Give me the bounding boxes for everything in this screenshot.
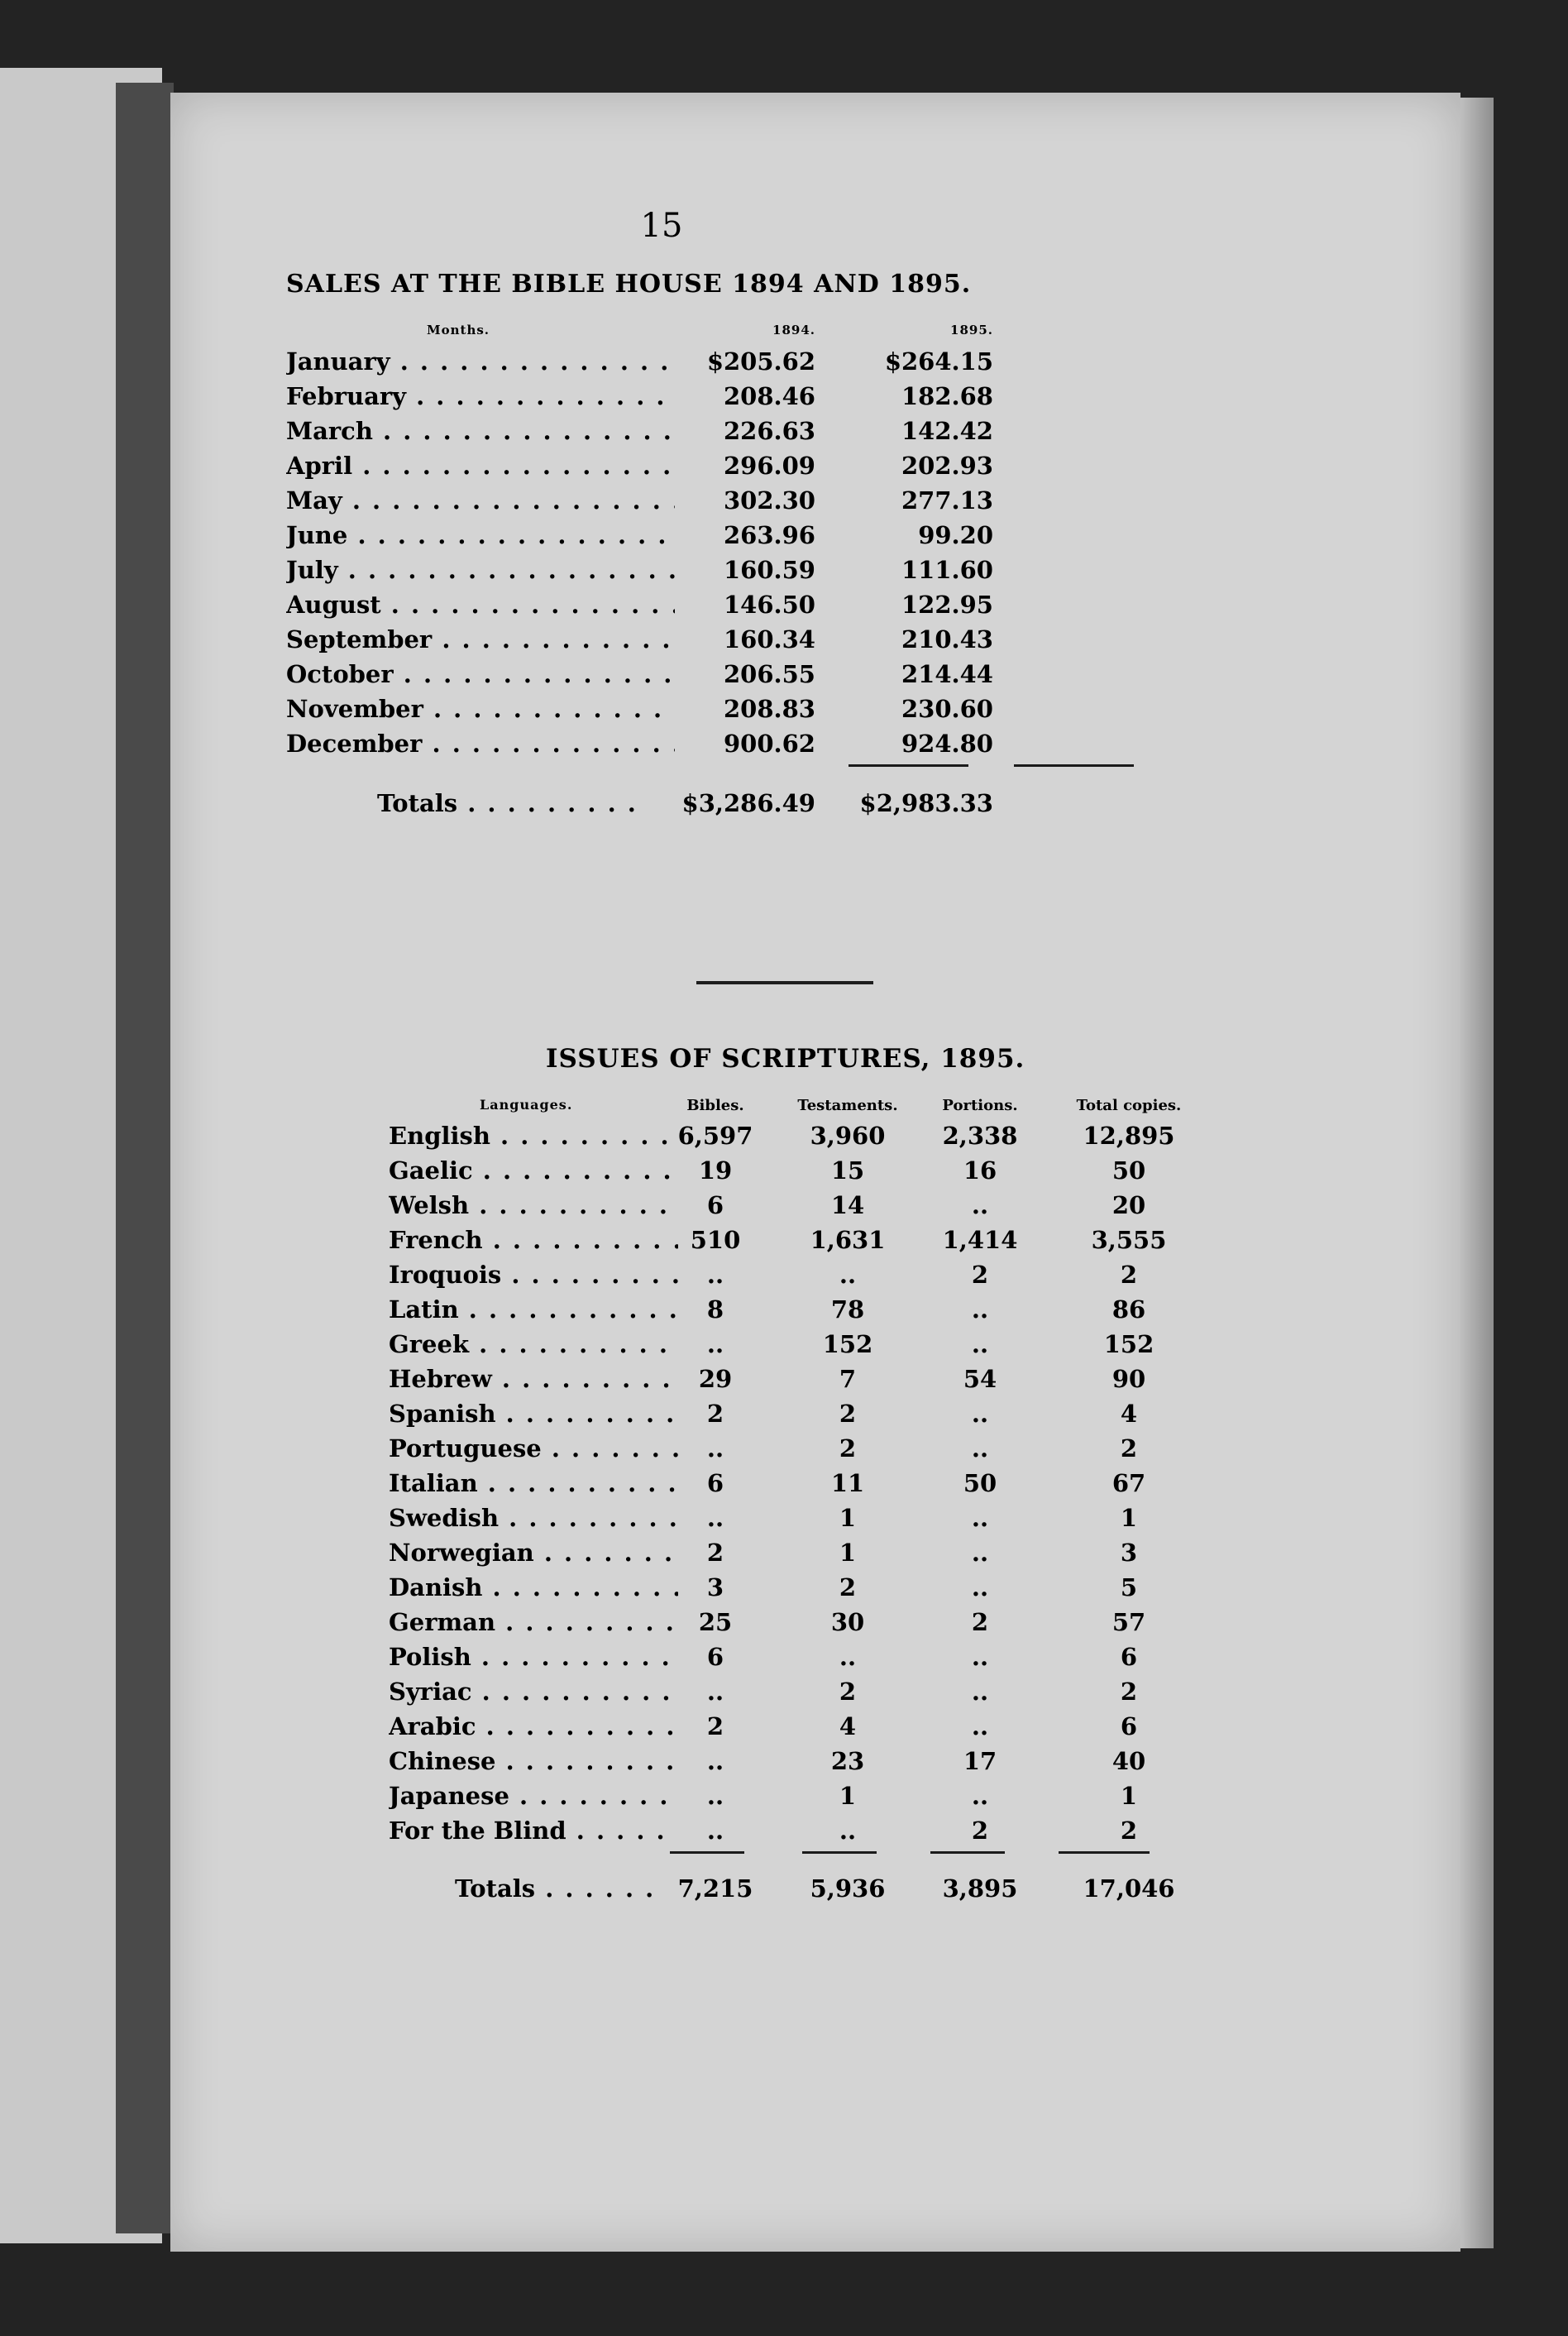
issues-total-copies: 20	[1111, 1191, 1146, 1219]
issues-rule-bibles	[670, 1851, 744, 1854]
sales-value-1894: 160.34	[724, 625, 815, 653]
issues-language: Arabic . . .	[389, 1712, 678, 1740]
sales-value-1894: 263.96	[724, 521, 815, 549]
issues-testaments: 11	[830, 1469, 865, 1497]
issues-language: Japanese . . .	[389, 1782, 678, 1810]
issues-bibles: ..	[706, 1782, 724, 1810]
issues-portions: ..	[971, 1539, 989, 1567]
sales-row	[286, 382, 1113, 417]
issues-portions: ..	[971, 1434, 989, 1462]
sales-totals-row	[286, 789, 1113, 824]
issues-row	[389, 1261, 1216, 1295]
issues-total-copies: 90	[1111, 1365, 1146, 1393]
sales-value-1895: 111.60	[901, 556, 993, 584]
issues-row	[389, 1226, 1216, 1261]
issues-total-copies: 2	[1120, 1817, 1138, 1845]
issues-bibles: 3	[706, 1573, 724, 1601]
sales-month: June . . .	[286, 521, 675, 549]
issues-portions: ..	[971, 1712, 989, 1740]
issues-total-copies: 5	[1120, 1573, 1138, 1601]
issues-testaments: 2	[839, 1678, 857, 1706]
sales-month: August . . .	[286, 591, 675, 619]
issues-portions: 2,338	[942, 1122, 1018, 1150]
issues-row	[389, 1295, 1216, 1330]
issues-language: French . . .	[389, 1226, 678, 1254]
issues-testaments: 1	[839, 1782, 857, 1810]
sales-value-1895: 214.44	[901, 660, 993, 688]
sales-value-1895: 99.20	[918, 521, 993, 549]
issues-testaments: 78	[830, 1295, 865, 1324]
issues-testaments: ..	[839, 1817, 857, 1845]
sales-month: December . . .	[286, 730, 675, 758]
issues-testaments: 2	[839, 1400, 857, 1428]
issues-testaments: 152	[822, 1330, 873, 1358]
issues-language: Latin . . .	[389, 1295, 678, 1324]
issues-total-copies: 2	[1120, 1678, 1138, 1706]
issues-language: For the Blind . . .	[389, 1817, 678, 1845]
sales-total-1895: $2,983.33	[859, 789, 993, 817]
issues-total-copies: 1	[1120, 1504, 1138, 1532]
sales-row	[286, 486, 1113, 521]
issues-table	[389, 1097, 1216, 1909]
page-number: 15	[640, 207, 683, 245]
issues-portions: 2	[971, 1261, 989, 1289]
issues-totals-row	[389, 1874, 1216, 1909]
issues-total-portions: 3,895	[942, 1874, 1018, 1903]
issues-language: Swedish . . .	[389, 1504, 678, 1532]
issues-row	[389, 1712, 1216, 1747]
sales-value-1894: $205.62	[706, 347, 815, 376]
sales-row	[286, 347, 1113, 382]
issues-testaments: 7	[839, 1365, 857, 1393]
issues-portions: ..	[971, 1400, 989, 1428]
issues-bibles: 29	[698, 1365, 733, 1393]
issues-testaments: 23	[830, 1747, 865, 1775]
issues-row	[389, 1643, 1216, 1678]
issues-bibles: ..	[706, 1434, 724, 1462]
issues-testaments: 2	[839, 1573, 857, 1601]
issues-bibles: ..	[706, 1747, 724, 1775]
issues-row	[389, 1573, 1216, 1608]
issues-total-testaments: 5,936	[810, 1874, 886, 1903]
sales-row	[286, 521, 1113, 556]
issues-total-copies: 86	[1111, 1295, 1146, 1324]
sales-row	[286, 730, 1113, 764]
issues-language: Italian . . .	[389, 1469, 678, 1497]
issues-portions: ..	[971, 1295, 989, 1324]
issues-language: Danish . . .	[389, 1573, 678, 1601]
issues-header-languages: Languages.	[480, 1097, 573, 1113]
sales-body	[286, 347, 1113, 764]
issues-header-portions: Portions.	[942, 1097, 1018, 1114]
issues-portions: 17	[963, 1747, 997, 1775]
issues-row	[389, 1191, 1216, 1226]
issues-language: Greek . . .	[389, 1330, 678, 1358]
issues-language: Portuguese . . .	[389, 1434, 678, 1462]
issues-total-bibles: 7,215	[677, 1874, 753, 1903]
issues-row	[389, 1504, 1216, 1539]
issues-row	[389, 1365, 1216, 1400]
issues-bibles: 8	[706, 1295, 724, 1324]
sales-month: July . . .	[286, 556, 675, 584]
sales-value-1895: 202.93	[901, 452, 993, 480]
issues-testaments: 1	[839, 1504, 857, 1532]
sales-totals-label: Totals . . .	[377, 789, 642, 817]
issues-bibles: 25	[698, 1608, 733, 1636]
sales-value-1895: 182.68	[901, 382, 993, 410]
issues-bibles: 6,597	[677, 1122, 753, 1150]
issues-bibles: 6	[706, 1469, 724, 1497]
issues-header-row	[389, 1097, 1216, 1122]
issues-bibles: ..	[706, 1678, 724, 1706]
sales-table-title: SALES AT THE BIBLE HOUSE 1894 AND 1895.	[286, 270, 972, 299]
sales-total-1894: $3,286.49	[681, 789, 815, 817]
sales-value-1895: 924.80	[901, 730, 993, 758]
issues-row	[389, 1330, 1216, 1365]
sales-month: September . . .	[286, 625, 675, 653]
issues-portions: ..	[971, 1191, 989, 1219]
sales-value-1895: 230.60	[901, 695, 993, 723]
issues-row	[389, 1156, 1216, 1191]
issues-portions: 16	[963, 1156, 997, 1185]
issues-total-copies: 1	[1120, 1782, 1138, 1810]
issues-row	[389, 1539, 1216, 1573]
issues-row	[389, 1434, 1216, 1469]
sales-value-1894: 208.83	[724, 695, 815, 723]
issues-rule-total	[1059, 1851, 1150, 1854]
issues-total-copies: 6	[1120, 1712, 1138, 1740]
sales-value-1895: 210.43	[901, 625, 993, 653]
issues-total-copies: 2	[1120, 1434, 1138, 1462]
issues-totals-label: Totals . . .	[455, 1874, 662, 1903]
issues-testaments: 1,631	[810, 1226, 886, 1254]
issues-bibles: 2	[706, 1400, 724, 1428]
issues-total-copies: 67	[1111, 1469, 1146, 1497]
issues-row	[389, 1469, 1216, 1504]
issues-total-copies: 152	[1103, 1330, 1154, 1358]
sales-month: November . . .	[286, 695, 675, 723]
issues-total-copies: 3,555	[1091, 1226, 1167, 1254]
issues-bibles: ..	[706, 1261, 724, 1289]
sales-value-1894: 208.46	[724, 382, 815, 410]
issues-portions: 2	[971, 1817, 989, 1845]
sales-header-1894: 1894.	[772, 323, 815, 337]
sales-rule-1895	[1014, 764, 1134, 767]
sales-value-1895: 277.13	[901, 486, 993, 515]
issues-testaments: ..	[839, 1643, 857, 1671]
issues-language: Gaelic . . .	[389, 1156, 678, 1185]
issues-body	[389, 1122, 1216, 1851]
issues-total-copies: 4	[1120, 1400, 1138, 1428]
issues-language: Iroquois . . .	[389, 1261, 678, 1289]
sales-value-1894: 302.30	[724, 486, 815, 515]
issues-language: Welsh . . .	[389, 1191, 678, 1219]
issues-bibles: 6	[706, 1643, 724, 1671]
page-edge	[1460, 98, 1494, 2248]
issues-rule-portions	[930, 1851, 1005, 1854]
issues-portions: ..	[971, 1573, 989, 1601]
issues-row	[389, 1817, 1216, 1851]
issues-portions: 54	[963, 1365, 997, 1393]
sales-value-1895: 142.42	[901, 417, 993, 445]
issues-portions: 2	[971, 1608, 989, 1636]
sales-month: May . . .	[286, 486, 675, 515]
issues-testaments: 3,960	[810, 1122, 886, 1150]
issues-language: Chinese . . .	[389, 1747, 678, 1775]
issues-total-copies: 12,895	[1083, 1122, 1175, 1150]
issues-testaments: 1	[839, 1539, 857, 1567]
issues-row	[389, 1608, 1216, 1643]
sales-value-1894: 296.09	[724, 452, 815, 480]
sales-header-1895: 1895.	[950, 323, 993, 337]
issues-bibles: ..	[706, 1330, 724, 1358]
sales-header-row	[286, 323, 1113, 347]
sales-row	[286, 625, 1113, 660]
sales-row	[286, 417, 1113, 452]
issues-row	[389, 1747, 1216, 1782]
issues-testaments: 30	[830, 1608, 865, 1636]
issues-portions: ..	[971, 1330, 989, 1358]
issues-bibles: 6	[706, 1191, 724, 1219]
issues-header-total: Total copies.	[1076, 1097, 1182, 1114]
sales-row	[286, 695, 1113, 730]
sales-row	[286, 452, 1113, 486]
issues-table-title: ISSUES OF SCRIPTURES, 1895.	[546, 1044, 1025, 1074]
issues-portions: ..	[971, 1504, 989, 1532]
issues-total-copies: 6	[1120, 1643, 1138, 1671]
sales-row	[286, 556, 1113, 591]
issues-row	[389, 1122, 1216, 1156]
issues-testaments: 2	[839, 1434, 857, 1462]
issues-bibles: 2	[706, 1539, 724, 1567]
issues-testaments: 4	[839, 1712, 857, 1740]
issues-bibles: ..	[706, 1817, 724, 1845]
sales-header-months: Months.	[427, 323, 490, 337]
issues-row	[389, 1782, 1216, 1817]
sales-month: February . . .	[286, 382, 675, 410]
issues-row	[389, 1678, 1216, 1712]
issues-bibles: 2	[706, 1712, 724, 1740]
issues-language: Syriac . . .	[389, 1678, 678, 1706]
issues-language: English . . .	[389, 1122, 678, 1150]
issues-total-copies: 40	[1111, 1747, 1146, 1775]
issues-portions: ..	[971, 1643, 989, 1671]
issues-testaments: 15	[830, 1156, 865, 1185]
issues-testaments: 14	[830, 1191, 865, 1219]
section-divider	[696, 981, 873, 984]
issues-portions: ..	[971, 1782, 989, 1810]
sales-rule-1894	[849, 764, 968, 767]
sales-table	[286, 323, 1113, 824]
sales-value-1894: 146.50	[724, 591, 815, 619]
sales-row	[286, 660, 1113, 695]
sales-row	[286, 591, 1113, 625]
issues-bibles: ..	[706, 1504, 724, 1532]
issues-portions: 1,414	[942, 1226, 1018, 1254]
issues-language: Norwegian . . .	[389, 1539, 678, 1567]
issues-language: Hebrew . . .	[389, 1365, 678, 1393]
issues-bibles: 19	[698, 1156, 733, 1185]
issues-bibles: 510	[690, 1226, 741, 1254]
issues-header-testaments: Testaments.	[797, 1097, 898, 1114]
book-gutter	[116, 83, 174, 2233]
issues-row	[389, 1400, 1216, 1434]
sales-value-1894: 160.59	[724, 556, 815, 584]
issues-total-copies: 57	[1111, 1608, 1146, 1636]
issues-testaments: ..	[839, 1261, 857, 1289]
issues-language: Spanish . . .	[389, 1400, 678, 1428]
sales-value-1895: $264.15	[884, 347, 993, 376]
issues-total-copies: 50	[1111, 1156, 1146, 1185]
sales-month: October . . .	[286, 660, 675, 688]
issues-total-copies: 3	[1120, 1539, 1138, 1567]
issues-rule-testaments	[802, 1851, 877, 1854]
issues-portions: ..	[971, 1678, 989, 1706]
issues-total-copies: 17,046	[1083, 1874, 1175, 1903]
sales-month: March . . .	[286, 417, 675, 445]
sales-value-1894: 900.62	[724, 730, 815, 758]
sales-value-1895: 122.95	[901, 591, 993, 619]
sales-value-1894: 206.55	[724, 660, 815, 688]
issues-total-copies: 2	[1120, 1261, 1138, 1289]
issues-portions: 50	[963, 1469, 997, 1497]
sales-month: January . . .	[286, 347, 675, 376]
sales-value-1894: 226.63	[724, 417, 815, 445]
issues-language: Polish . . .	[389, 1643, 678, 1671]
issues-language: German . . .	[389, 1608, 678, 1636]
sales-month: April . . .	[286, 452, 675, 480]
issues-header-bibles: Bibles.	[686, 1097, 744, 1114]
